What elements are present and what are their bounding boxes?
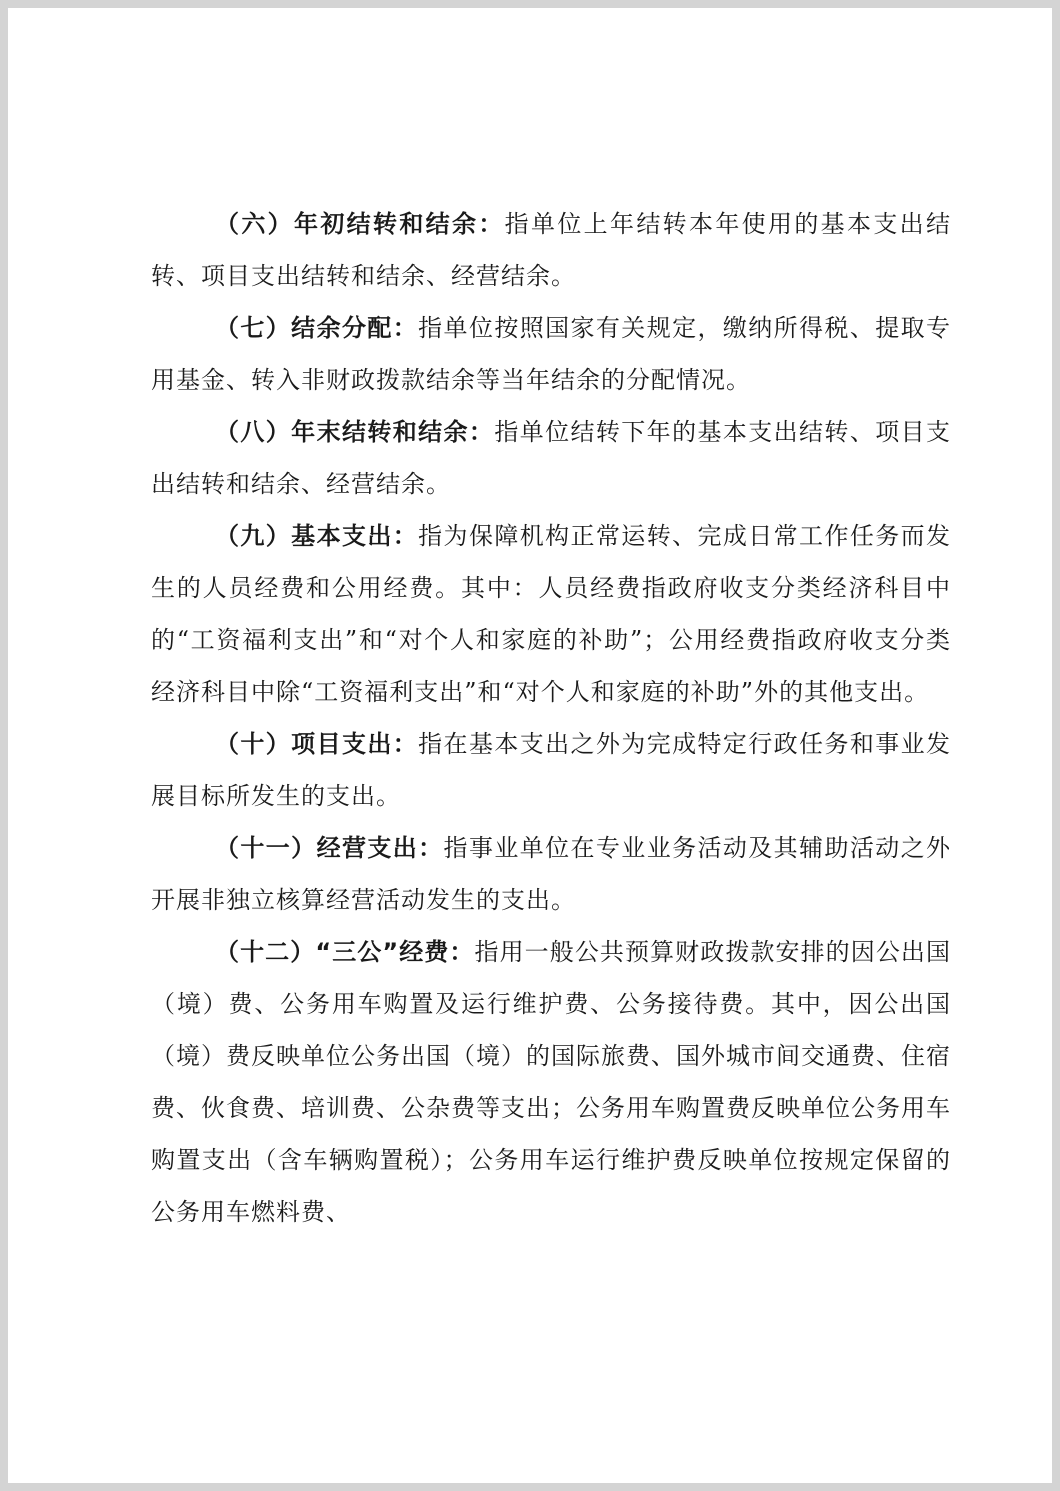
- document-page: [8, 8, 1052, 1483]
- paragraph-10-text: 指在基本支出之外为完成特定行政任务和事业发展目标所发生的支出。: [151, 730, 952, 810]
- paragraph-7-text: 指单位按照国家有关规定，缴纳所得税、提取专用基金、转入非财政拨款结余等当年结余的分配情况。: [151, 314, 952, 394]
- paragraph-9-heading: （九）基本支出：: [215, 522, 419, 550]
- paragraph-6-text: 指单位上年结转本年使用的基本支出结转、项目支出结转和结余、经营结余。: [151, 210, 952, 290]
- paragraph-8-text: 指单位结转下年的基本支出结转、项目支出结转和结余、经营结余。: [151, 418, 952, 498]
- paragraph-7: [151, 302, 951, 406]
- paragraph-11-heading: （十一）经营支出：: [215, 834, 444, 862]
- paragraph-12: [151, 926, 951, 1238]
- paragraph-12-text: 指用一般公共预算财政拨款安排的因公出国（境）费、公务用车购置及运行维护费、公务接待费。其中，因公出国（境）费反映单位公务出国（境）的国际旅费、国外城市间交通费、住宿费、伙食费、培训费、公杂费等支出；公务用车购置费反映单位公务用车购置支出（含车辆购置税）；公务用车运行维护费反映单位按规定保留的公务用车燃料费、: [151, 938, 952, 1226]
- paragraph-7-heading: （七）结余分配：: [215, 314, 419, 342]
- paragraph-11-text: 指事业单位在专业业务活动及其辅助活动之外开展非独立核算经营活动发生的支出。: [151, 834, 952, 914]
- paragraph-9: [151, 510, 951, 718]
- document-body: [151, 198, 951, 1238]
- paragraph-10-heading: （十）项目支出：: [215, 730, 419, 758]
- paragraph-10: [151, 718, 951, 822]
- paragraph-8-heading: （八）年末结转和结余：: [215, 418, 495, 446]
- paragraph-8: [151, 406, 951, 510]
- paragraph-11: [151, 822, 951, 926]
- paragraph-9-text: 指为保障机构正常运转、完成日常工作任务而发生的人员经费和公用经费。其中：人员经费指政府收支分类经济科目中的“工资福利支出”和“对个人和家庭的补助”；公用经费指政府收支分类经济科目中除“工资福利支出”和“对个人和家庭的补助”外的其他支出。: [151, 522, 952, 706]
- paragraph-6-heading: （六）年初结转和结余：: [215, 210, 505, 238]
- paragraph-12-heading: （十二）“三公”经费：: [215, 938, 475, 966]
- paragraph-6: [151, 198, 951, 302]
